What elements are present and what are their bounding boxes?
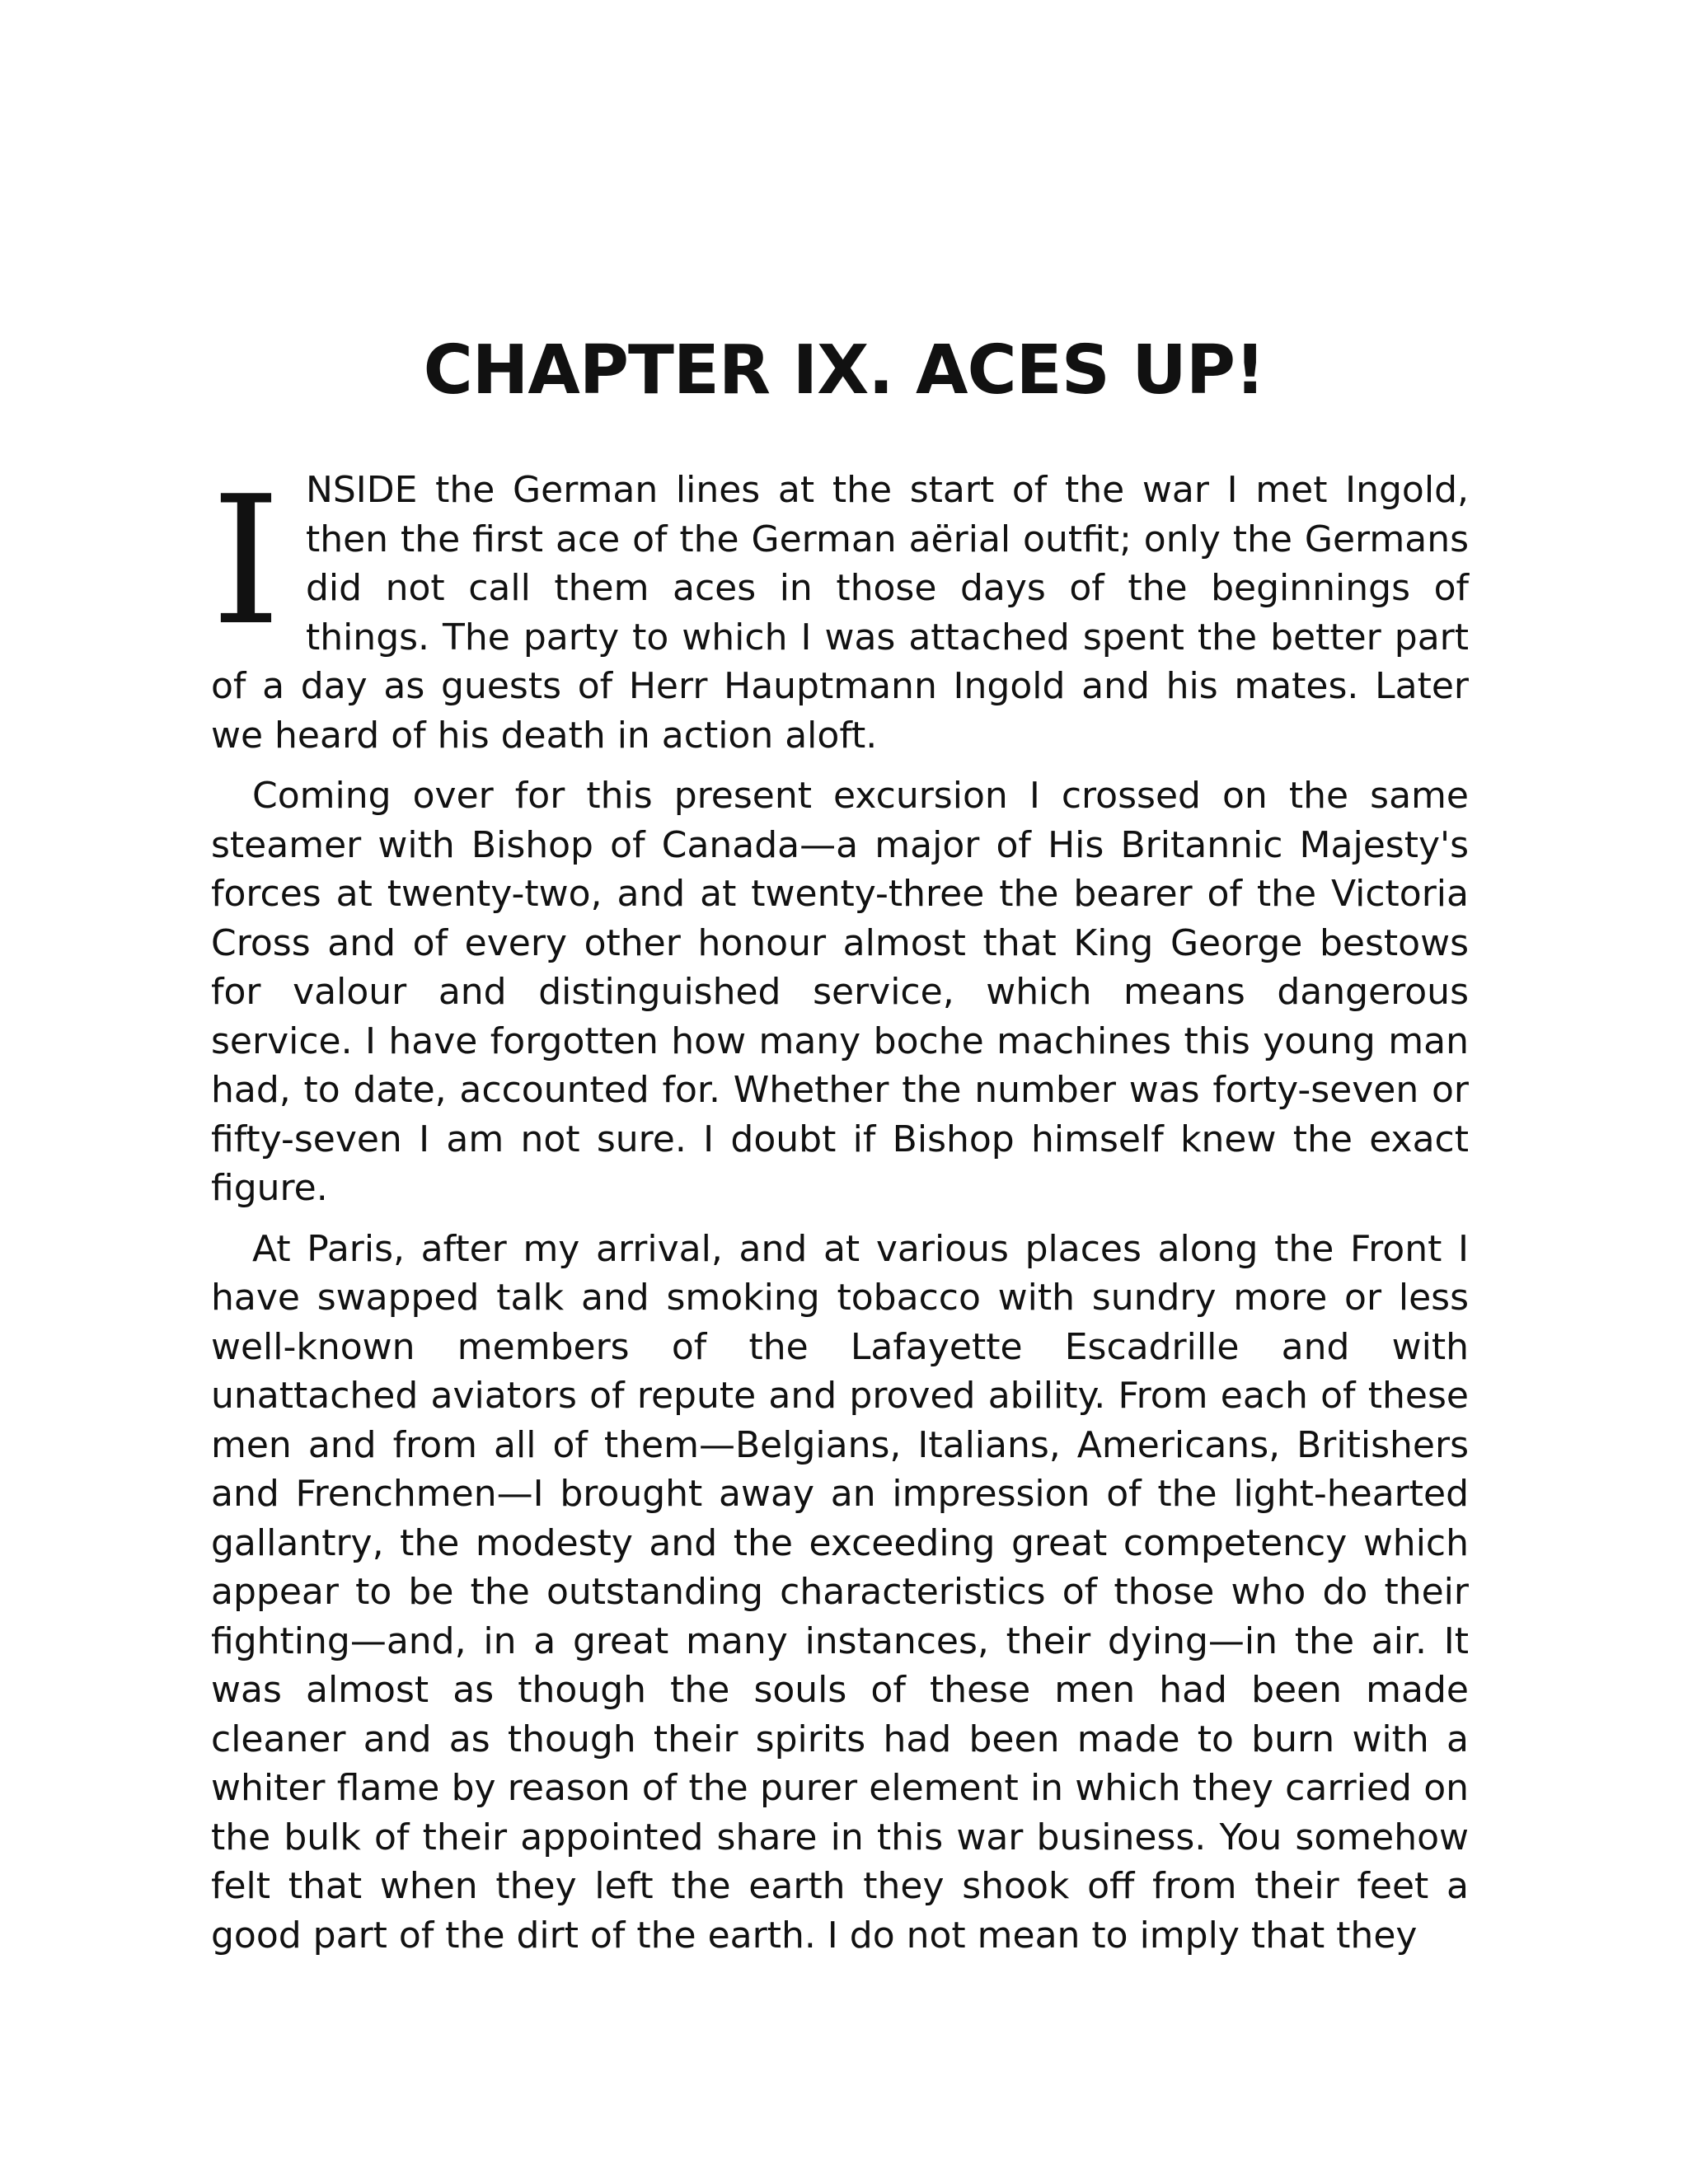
drop-cap: I — [211, 457, 281, 664]
paragraph-1 — [211, 457, 1469, 760]
paragraph-3: At Paris, after my arrival, and at various places along the Front I have swapped talk and smoking tobacco with sundry more or less well-known members of the Lafayette Escadrille and with unattached aviators of repute and proved ability. From each of these men and from all of them—Belgians, Italians, Americans, Britishers and Frenchmen—I brought away an impression of the light-hearted gallantry, the modesty and the exceeding great competency which appear to be the outstanding characteristics of those who do their fighting—and, in a great many instances, their dying—in the air. It was almost as though the souls of these men had been made cleaner and as though their spirits had been made to burn with a whiter flame by reason of the purer element in which they carried on the bulk of their appointed share in this war business. You somehow felt that when they left the earth they shook off from their feet a good part of the dirt of the earth. I do not mean to imply that they — [211, 1227, 1469, 1957]
chapter-body — [211, 457, 1469, 1971]
paragraph-1-text: NSIDE the German lines at the start of the war I met Ingold, then the first ace of the German aërial outfit; only the Germans did not call them aces in those days of the beginnings of things. The party to which I was attached spent the better part of a day as guests of Herr Hauptmann Ingold and his mates. Later we heard of his death in action aloft. — [211, 469, 1469, 757]
chapter-title: CHAPTER IX. ACES UP! — [423, 331, 1265, 410]
paragraph-2: Coming over for this present excursion I crossed on the same steamer with Bishop of Canada—a major of His Britannic Majesty's forces at twenty-two, and at twenty-three the bearer of the Victoria Cross and of every other honour almost that King George bestows for valour and distinguished service, which means dangerous service. I have forgotten how many boche machines this young man had, to date, accounted for. Whether the number was forty-seven or fifty-seven I am not sure. I doubt if Bishop himself knew the exact figure. — [211, 775, 1469, 1209]
